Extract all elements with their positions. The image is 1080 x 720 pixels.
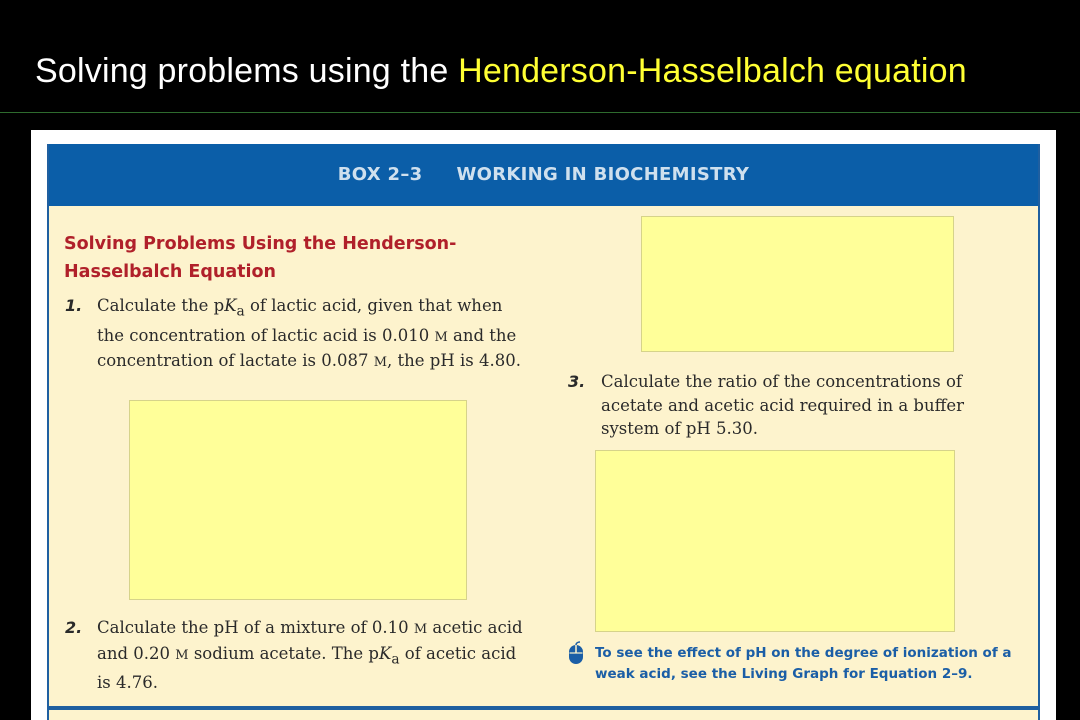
problem-1-sub: a xyxy=(236,303,245,320)
problem-2-sub: a xyxy=(391,650,400,667)
problem-1-text-d: , the pH is 4.80. xyxy=(387,351,521,371)
problem-2 xyxy=(65,616,525,695)
box-title-line2: Hasselbalch Equation xyxy=(64,262,277,282)
answer-area-top xyxy=(641,216,954,352)
problem-2-text-b: acetic acid and 0.20 xyxy=(97,618,523,663)
problem-1-k: K xyxy=(224,296,237,315)
living-graph-footnote: To see the effect of pH on the degree of ionization of a weak acid, see the Living Graph for Equation 2–9. xyxy=(595,645,1012,682)
problem-2-k: K xyxy=(378,643,392,663)
problem-1-text-c: and the concentration of lactate is 0.087 xyxy=(97,325,517,371)
slide-title-prefix: Solving problems using the xyxy=(35,52,459,90)
problem-1-text-b: of lactic acid, given that when the concentration of lactic acid is 0.010 xyxy=(97,296,503,345)
problem-3-text: Calculate the ratio of the concentrations of acetate and acetic acid required in a buffer system of pH 5.30. xyxy=(601,372,964,438)
problem-1-unit2: M xyxy=(373,355,388,371)
problem-1-unit1: M xyxy=(434,329,448,345)
problem-2-text-d: of acetic acid is 4.76. xyxy=(97,643,517,693)
problem-1-number: 1. xyxy=(65,296,83,315)
problem-2-number: 2. xyxy=(65,618,83,637)
box-category: WORKING IN BIOCHEMISTRY xyxy=(456,164,750,185)
answer-area-problem-3 xyxy=(595,450,955,632)
problem-3 xyxy=(568,370,1008,441)
problem-1-text-a: Calculate the p xyxy=(97,296,225,315)
problem-3-number: 3. xyxy=(568,372,586,391)
box-2-3 xyxy=(47,144,1040,720)
textbook-page xyxy=(31,130,1056,720)
box-title xyxy=(64,230,484,286)
slide-title-highlight: Henderson-Hasselbalch equation xyxy=(458,52,967,90)
mouse-icon xyxy=(568,641,584,665)
problem-2-text xyxy=(97,616,525,695)
problem-2-unit1: M xyxy=(413,622,428,637)
box-number: BOX 2–3 xyxy=(337,164,423,185)
box-header xyxy=(49,144,1038,206)
answer-area-problem-1 xyxy=(129,400,467,600)
box-header-text xyxy=(49,164,1038,185)
problem-2-unit2: M xyxy=(175,647,189,663)
box-title-line1: Solving Problems Using the Henderson- xyxy=(64,234,457,254)
problem-2-text-a: Calculate the pH of a mixture of 0.10 xyxy=(97,618,414,637)
problem-1-text xyxy=(97,294,525,375)
title-divider xyxy=(0,112,1080,113)
problem-2-text-c: sodium acetate. The p xyxy=(188,643,379,663)
slide-title xyxy=(35,52,967,91)
problem-1 xyxy=(65,294,525,375)
box-bottom-rule xyxy=(49,706,1038,710)
